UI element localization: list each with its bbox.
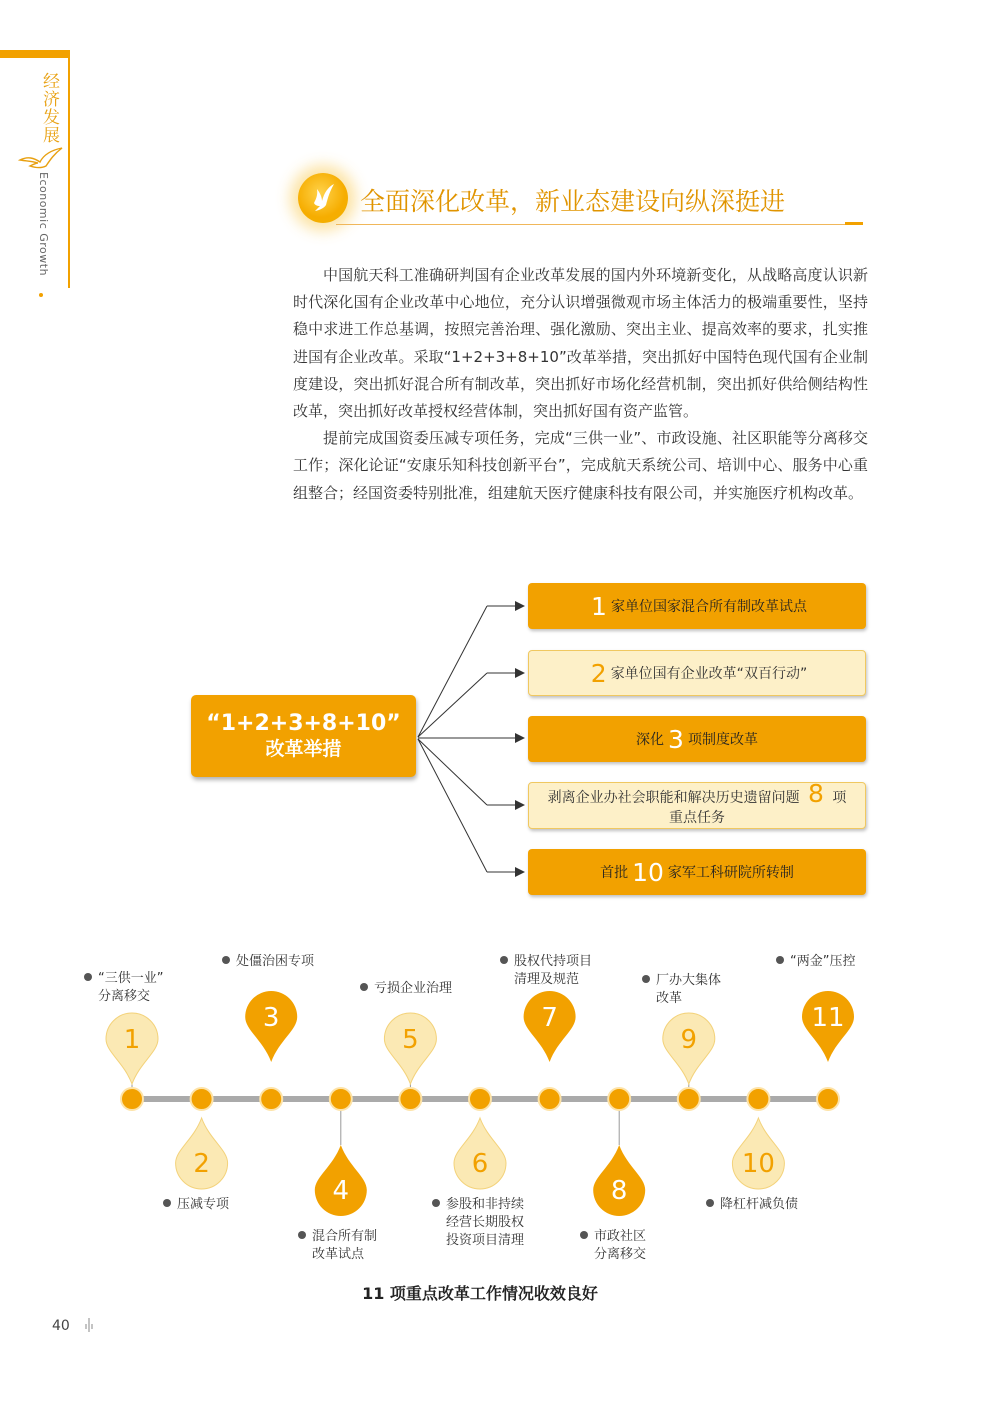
page-number: 40 [52, 1318, 70, 1334]
body-paragraph-1: 中国航天科工准确研判国有企业改革发展的国内外环境新变化，从战略高度认识新时代深化国有企业改革中心地位，充分认识增强微观市场主体活力的极端重要性，坚持稳中求进工作总基调，按照完善治理、强化激励、突出主业、提高效率的要求，扎实推进国有企业改革。采取“1+2+3+8+10”改革举措，突出抓好中国特色现代国有企业制度建设，突出抓好混合所有制改革，突出抓好市场化经营机制，突出抓好供给侧结构性改革，突出抓好改革授权经营体制，突出抓好国有资产监管。 [293, 266, 868, 421]
branch-box-1: 1 家单位国家混合所有制改革试点 [528, 583, 866, 629]
branch-box-3: 深化 3 项制度改革 [528, 716, 866, 762]
timeline-pin-number: 6 [471, 1149, 489, 1179]
timeline-label-1: “三供一业” 分离移交 [84, 970, 163, 1006]
timeline-node [330, 1088, 352, 1110]
body-paragraph-2: 提前完成国资委压减专项任务，完成“三供一业”、市政设施、社区职能等分离移交工作；深化论证“安康乐知科技创新平台”，完成航天系统公司、培训中心、服务中心重组整合；经国资委特别批准，组建航天医疗健康科技有限公司，并实施医疗机构改革。 [293, 429, 868, 502]
timeline-label-7: 股权代持项目 清理及规范 [500, 953, 592, 989]
timeline-label-8: 市政社区 分离移交 [580, 1228, 646, 1264]
timeline-pin-number: 9 [680, 1025, 698, 1055]
section-title-cn: 经济发展 [39, 72, 59, 144]
timeline-pin-number: 1 [123, 1025, 141, 1055]
center-reform-formula: “1+2+3+8+10” [206, 711, 401, 736]
timeline-label-5: 亏损企业治理 [360, 980, 452, 998]
branch-box-4: 剥离企业办社会职能和解决历史遗留问题 8 项 重点任务 [528, 782, 866, 829]
page-mark-icon [85, 1318, 93, 1332]
timeline-node [260, 1088, 282, 1110]
timeline-node [608, 1088, 630, 1110]
timeline-pin-number: 11 [811, 1003, 845, 1033]
timeline-node [678, 1088, 700, 1110]
timeline-label-4: 混合所有制 改革试点 [298, 1228, 377, 1264]
timeline-pin-number: 2 [193, 1149, 210, 1179]
timeline-label-11: “两金”压控 [776, 953, 855, 971]
timeline-node [539, 1088, 561, 1110]
branch-box-5: 首批 10 家军工科研院所转制 [528, 849, 866, 895]
timeline-pin-number: 4 [332, 1176, 350, 1206]
timeline-label-6: 参股和非持续 经营长期股权 投资项目清理 [432, 1196, 524, 1250]
branch-number: 10 [632, 857, 664, 887]
timeline-label-10: 降杠杆减负债 [706, 1196, 798, 1214]
timeline-label-2: 压减专项 [163, 1196, 229, 1214]
timeline-node [747, 1088, 769, 1110]
timeline-pin-number: 7 [541, 1003, 558, 1033]
branch-number: 2 [590, 658, 607, 688]
center-reform-box [191, 695, 416, 777]
timeline-node [121, 1088, 143, 1110]
timeline-pin-number: 5 [402, 1025, 419, 1055]
timeline-pin-number: 3 [262, 1003, 280, 1033]
branch-number: 1 [591, 591, 607, 621]
timeline-pin-number: 8 [610, 1176, 628, 1206]
timeline-caption: 11 项重点改革工作情况收效良好 [362, 1284, 598, 1303]
section-title-en: Economic Growth [37, 172, 50, 277]
timeline-node [191, 1088, 213, 1110]
timeline-node [817, 1088, 839, 1110]
timeline-node [469, 1088, 491, 1110]
timeline-node [399, 1088, 421, 1110]
branch-number: 8 [808, 778, 824, 808]
center-reform-label: 改革举措 [265, 738, 342, 760]
timeline-label-3: 处僵治困专项 [222, 953, 314, 971]
timeline-label-9: 厂办大集体 改革 [642, 972, 721, 1008]
branch-number: 3 [668, 724, 684, 754]
page-heading: 全面深化改革，新业态建设向纵深挺进 [360, 187, 786, 216]
branch-box-2: 2 家单位国有企业改革“双百行动” [528, 650, 866, 696]
timeline-pin-number: 10 [741, 1149, 775, 1179]
